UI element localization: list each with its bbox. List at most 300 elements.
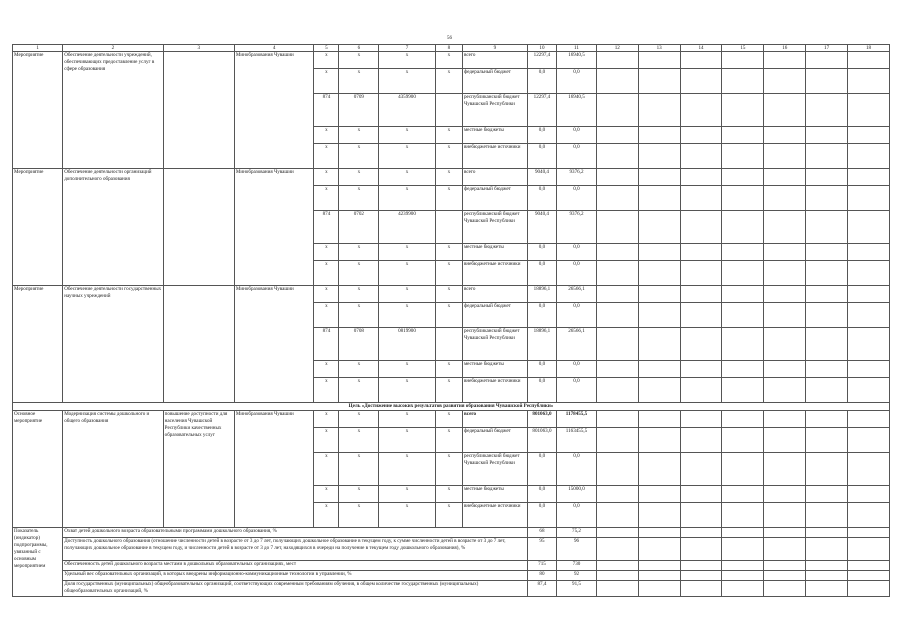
- cell-col-15: [722, 528, 764, 538]
- value-col-10: 18896,1: [527, 286, 556, 303]
- cell-col-18: [848, 244, 890, 261]
- code-target-article: х: [379, 144, 436, 169]
- code-section: х: [339, 378, 379, 403]
- funding-source: всего: [462, 169, 527, 186]
- cell-col-17: [806, 261, 848, 286]
- column-number: 9: [462, 45, 527, 52]
- code-target-article: х: [379, 52, 436, 69]
- cell-col-17: [806, 211, 848, 244]
- code-section: х: [339, 69, 379, 94]
- cell-col-12: [596, 169, 638, 186]
- funding-source: местные бюджеты: [462, 127, 527, 144]
- cell-col-16: [764, 411, 806, 428]
- code-target-article: х: [379, 169, 436, 186]
- value-col-10: 801063,0: [527, 411, 556, 428]
- cell-col-18: [848, 328, 890, 361]
- value-col-10: 9040,4: [527, 169, 556, 186]
- cell-col-16: [764, 428, 806, 453]
- cell-col-16: [764, 286, 806, 303]
- code-expense-group: х: [435, 186, 462, 211]
- value-col-10: 0,0: [527, 69, 556, 94]
- funding-row: [13, 411, 890, 428]
- cell-col-12: [596, 528, 638, 538]
- funding-row: [13, 52, 890, 69]
- cell-col-12: [596, 361, 638, 378]
- code-expense-group: х: [435, 411, 462, 428]
- code-target-article: х: [379, 69, 436, 94]
- value-col-10: 0,0: [527, 127, 556, 144]
- code-section: х: [339, 186, 379, 211]
- code-expense-group: х: [435, 52, 462, 69]
- cell-col-13: [638, 286, 680, 303]
- cell-col-15: [722, 453, 764, 486]
- code-section: х: [339, 486, 379, 503]
- code-section: х: [339, 361, 379, 378]
- cell-col-15: [722, 69, 764, 94]
- cell-col-12: [596, 328, 638, 361]
- cell-col-17: [806, 361, 848, 378]
- value-col-10: 0,0: [527, 261, 556, 286]
- value-col-11: 16940,5: [557, 52, 597, 69]
- value-col-11: 92: [557, 571, 597, 581]
- cell-col-12: [596, 303, 638, 328]
- column-number: 6: [339, 45, 379, 52]
- cell-col-15: [722, 127, 764, 144]
- block-executor: Минобразования Чувашии: [234, 286, 314, 403]
- cell-col-18: [848, 286, 890, 303]
- code-expense-group: х: [435, 144, 462, 169]
- code-expense-group: х: [435, 503, 462, 528]
- code-grbs: х: [314, 127, 339, 144]
- code-section: 0709: [339, 94, 379, 127]
- value-col-10: 0,0: [527, 503, 556, 528]
- cell-col-15: [722, 286, 764, 303]
- value-col-11: 15000,0: [557, 486, 597, 503]
- cell-col-16: [764, 528, 806, 538]
- code-target-article: х: [379, 378, 436, 403]
- cell-col-18: [848, 411, 890, 428]
- indicator-text: Охват детей дошкольного возраста образовательными программами дошкольного образования, %: [63, 528, 528, 538]
- block-executor: Минобразования Чувашии: [234, 52, 314, 169]
- cell-col-13: [638, 69, 680, 94]
- code-grbs: х: [314, 428, 339, 453]
- code-section: х: [339, 169, 379, 186]
- cell-col-12: [596, 186, 638, 211]
- cell-col-18: [848, 261, 890, 286]
- cell-col-16: [764, 486, 806, 503]
- cell-col-12: [596, 411, 638, 428]
- cell-col-18: [848, 581, 890, 597]
- value-col-11: 91,5: [557, 581, 597, 597]
- cell-col-15: [722, 571, 764, 581]
- cell-col-14: [680, 561, 722, 571]
- cell-col-15: [722, 244, 764, 261]
- cell-col-15: [722, 94, 764, 127]
- code-grbs: х: [314, 486, 339, 503]
- column-number: 5: [314, 45, 339, 52]
- value-col-10: 0,0: [527, 453, 556, 486]
- value-col-11: 96: [557, 538, 597, 561]
- funding-row: [13, 286, 890, 303]
- cell-col-13: [638, 538, 680, 561]
- value-col-10: 0,0: [527, 186, 556, 211]
- cell-col-14: [680, 144, 722, 169]
- indicator-row: [13, 528, 890, 538]
- cell-col-16: [764, 303, 806, 328]
- column-number: 14: [680, 45, 722, 52]
- code-section: х: [339, 453, 379, 486]
- cell-col-17: [806, 127, 848, 144]
- value-col-10: 0,0: [527, 303, 556, 328]
- value-col-10: 68: [527, 528, 556, 538]
- cell-col-16: [764, 244, 806, 261]
- value-col-11: 0,0: [557, 144, 597, 169]
- cell-col-17: [806, 411, 848, 428]
- code-grbs: х: [314, 69, 339, 94]
- cell-col-12: [596, 571, 638, 581]
- cell-col-15: [722, 503, 764, 528]
- cell-col-14: [680, 538, 722, 561]
- cell-col-12: [596, 428, 638, 453]
- code-grbs: х: [314, 378, 339, 403]
- cell-col-14: [680, 581, 722, 597]
- value-col-11: 26566,1: [557, 286, 597, 303]
- code-grbs: х: [314, 261, 339, 286]
- block-name: Модернизация системы дошкольного и общего образования: [63, 411, 163, 528]
- cell-col-18: [848, 378, 890, 403]
- cell-col-16: [764, 581, 806, 597]
- block-executor: Минобразования Чувашии: [234, 169, 314, 286]
- code-target-article: х: [379, 127, 436, 144]
- cell-col-16: [764, 361, 806, 378]
- column-number: 2: [63, 45, 163, 52]
- code-expense-group: х: [435, 428, 462, 453]
- value-col-10: 95: [527, 538, 556, 561]
- code-grbs: х: [314, 503, 339, 528]
- cell-col-18: [848, 169, 890, 186]
- cell-col-14: [680, 261, 722, 286]
- value-col-10: 0,0: [527, 361, 556, 378]
- cell-col-18: [848, 571, 890, 581]
- value-col-11: 0,0: [557, 69, 597, 94]
- cell-col-12: [596, 503, 638, 528]
- cell-col-14: [680, 186, 722, 211]
- code-expense-group: х: [435, 378, 462, 403]
- cell-col-12: [596, 52, 638, 69]
- block-type: Мероприятие: [13, 286, 63, 403]
- value-col-11: 16940,5: [557, 94, 597, 127]
- cell-col-15: [722, 328, 764, 361]
- cell-col-18: [848, 144, 890, 169]
- goal-title: Цель «Достижение высоких результатов развития образования Чувашской Республики»: [13, 403, 890, 411]
- cell-col-16: [764, 69, 806, 94]
- cell-col-18: [848, 361, 890, 378]
- cell-col-12: [596, 94, 638, 127]
- block-executor: Минобразования Чувашии: [234, 411, 314, 528]
- value-col-11: 0,0: [557, 453, 597, 486]
- cell-col-12: [596, 561, 638, 571]
- cell-col-13: [638, 428, 680, 453]
- code-section: х: [339, 52, 379, 69]
- cell-col-16: [764, 538, 806, 561]
- cell-col-17: [806, 69, 848, 94]
- cell-col-13: [638, 211, 680, 244]
- code-grbs: х: [314, 52, 339, 69]
- column-number-row: [13, 45, 890, 52]
- value-col-11: 0,0: [557, 186, 597, 211]
- cell-col-13: [638, 328, 680, 361]
- cell-col-16: [764, 261, 806, 286]
- code-grbs: х: [314, 286, 339, 303]
- cell-col-17: [806, 303, 848, 328]
- cell-col-16: [764, 52, 806, 69]
- indicator-row: [13, 561, 890, 571]
- cell-col-17: [806, 581, 848, 597]
- cell-col-14: [680, 303, 722, 328]
- goal-row: [13, 403, 890, 411]
- cell-col-13: [638, 571, 680, 581]
- funding-source: республиканский бюджет Чувашской Республики: [462, 328, 527, 361]
- code-expense-group: х: [435, 453, 462, 486]
- cell-col-12: [596, 261, 638, 286]
- code-grbs: х: [314, 411, 339, 428]
- cell-col-13: [638, 244, 680, 261]
- code-section: х: [339, 503, 379, 528]
- cell-col-18: [848, 561, 890, 571]
- code-section: х: [339, 428, 379, 453]
- cell-col-12: [596, 244, 638, 261]
- cell-col-18: [848, 428, 890, 453]
- cell-col-15: [722, 361, 764, 378]
- cell-col-18: [848, 486, 890, 503]
- cell-col-17: [806, 453, 848, 486]
- cell-col-13: [638, 411, 680, 428]
- cell-col-17: [806, 144, 848, 169]
- cell-col-14: [680, 211, 722, 244]
- cell-col-13: [638, 303, 680, 328]
- cell-col-13: [638, 361, 680, 378]
- block-name: Обеспечение деятельности государственных научных учреждений: [63, 286, 163, 403]
- cell-col-18: [848, 52, 890, 69]
- code-target-article: х: [379, 361, 436, 378]
- cell-col-16: [764, 186, 806, 211]
- code-target-article: х: [379, 411, 436, 428]
- cell-col-13: [638, 486, 680, 503]
- column-number: 11: [557, 45, 597, 52]
- cell-col-16: [764, 561, 806, 571]
- column-number: 13: [638, 45, 680, 52]
- cell-col-14: [680, 411, 722, 428]
- cell-col-14: [680, 328, 722, 361]
- cell-col-18: [848, 94, 890, 127]
- cell-col-14: [680, 528, 722, 538]
- cell-col-17: [806, 503, 848, 528]
- value-col-11: 0,0: [557, 127, 597, 144]
- block-task: [163, 286, 234, 403]
- code-target-article: х: [379, 303, 436, 328]
- code-expense-group: [435, 328, 462, 361]
- cell-col-16: [764, 571, 806, 581]
- cell-col-13: [638, 144, 680, 169]
- funding-source: всего: [462, 52, 527, 69]
- code-section: х: [339, 144, 379, 169]
- column-number: 15: [722, 45, 764, 52]
- code-grbs: х: [314, 303, 339, 328]
- value-col-10: 0,0: [527, 144, 556, 169]
- cell-col-15: [722, 303, 764, 328]
- cell-col-17: [806, 561, 848, 571]
- funding-source: всего: [462, 286, 527, 303]
- code-expense-group: х: [435, 361, 462, 378]
- indicator-row: [13, 538, 890, 561]
- funding-source: внебюджетные источники: [462, 261, 527, 286]
- code-section: х: [339, 286, 379, 303]
- cell-col-16: [764, 453, 806, 486]
- value-col-10: 18896,1: [527, 328, 556, 361]
- value-col-10: 801063,0: [527, 428, 556, 453]
- cell-col-14: [680, 361, 722, 378]
- cell-col-17: [806, 328, 848, 361]
- code-target-article: х: [379, 503, 436, 528]
- cell-col-14: [680, 127, 722, 144]
- cell-col-18: [848, 303, 890, 328]
- cell-col-16: [764, 211, 806, 244]
- column-number: 17: [806, 45, 848, 52]
- funding-source: республиканский бюджет Чувашской Республики: [462, 94, 527, 127]
- value-col-11: 730: [557, 561, 597, 571]
- cell-col-15: [722, 581, 764, 597]
- funding-source: республиканский бюджет Чувашской Республики: [462, 211, 527, 244]
- cell-col-14: [680, 94, 722, 127]
- code-expense-group: х: [435, 169, 462, 186]
- value-col-10: 0,0: [527, 378, 556, 403]
- funding-source: внебюджетные источники: [462, 503, 527, 528]
- cell-col-13: [638, 561, 680, 571]
- cell-col-18: [848, 453, 890, 486]
- block-task: повышение доступности для населения Чувашской Республики качественных образовательных услуг: [163, 411, 234, 528]
- cell-col-14: [680, 571, 722, 581]
- cell-col-13: [638, 581, 680, 597]
- cell-col-17: [806, 244, 848, 261]
- code-target-article: х: [379, 261, 436, 286]
- cell-col-15: [722, 211, 764, 244]
- cell-col-13: [638, 186, 680, 211]
- cell-col-14: [680, 428, 722, 453]
- cell-col-13: [638, 52, 680, 69]
- cell-col-18: [848, 211, 890, 244]
- block-task: [163, 52, 234, 169]
- funding-source: местные бюджеты: [462, 361, 527, 378]
- code-section: х: [339, 303, 379, 328]
- column-number: 4: [234, 45, 314, 52]
- cell-col-17: [806, 94, 848, 127]
- funding-source: федеральный бюджет: [462, 186, 527, 211]
- cell-col-12: [596, 453, 638, 486]
- code-grbs: х: [314, 186, 339, 211]
- cell-col-14: [680, 52, 722, 69]
- cell-col-16: [764, 127, 806, 144]
- cell-col-14: [680, 378, 722, 403]
- cell-col-18: [848, 69, 890, 94]
- funding-source: местные бюджеты: [462, 244, 527, 261]
- code-expense-group: х: [435, 486, 462, 503]
- indicator-text: Удельный вес образовательных организаций, в которых внедрены информационно-коммуникационные технологии в управлении, %: [63, 571, 528, 581]
- value-col-11: 0,0: [557, 361, 597, 378]
- value-col-10: 87,4: [527, 581, 556, 597]
- code-grbs: х: [314, 169, 339, 186]
- cell-col-18: [848, 186, 890, 211]
- cell-col-13: [638, 94, 680, 127]
- funding-source: федеральный бюджет: [462, 428, 527, 453]
- cell-col-17: [806, 378, 848, 403]
- value-col-10: 80: [527, 571, 556, 581]
- funding-source: всего: [462, 411, 527, 428]
- value-col-11: 1178455,5: [557, 411, 597, 428]
- code-target-article: х: [379, 186, 436, 211]
- cell-col-17: [806, 528, 848, 538]
- code-grbs: 874: [314, 94, 339, 127]
- cell-col-15: [722, 486, 764, 503]
- funding-source: внебюджетные источники: [462, 144, 527, 169]
- indicator-text: Доступность дошкольного образования (отношение численности детей в возрасте от 3 до 7 лет, получающих дошкольное образование в текущем году, к сумме численности детей в возрасте от 3 до 7 лет, получающих дошкольное образование в текущем году, и численности детей в возрасте от 3 до 7 лет, находящихся в очереди на получение в текущем году дошкольного образования), %: [63, 538, 528, 561]
- block-type: Мероприятие: [13, 169, 63, 286]
- cell-col-15: [722, 378, 764, 403]
- code-expense-group: х: [435, 286, 462, 303]
- code-target-article: х: [379, 286, 436, 303]
- cell-col-12: [596, 69, 638, 94]
- value-col-10: 0,0: [527, 244, 556, 261]
- value-col-11: 0,0: [557, 244, 597, 261]
- column-number: 7: [379, 45, 436, 52]
- funding-source: федеральный бюджет: [462, 303, 527, 328]
- cell-col-15: [722, 411, 764, 428]
- column-number: 3: [163, 45, 234, 52]
- cell-col-17: [806, 186, 848, 211]
- cell-col-16: [764, 328, 806, 361]
- cell-col-13: [638, 127, 680, 144]
- code-section: х: [339, 261, 379, 286]
- cell-col-18: [848, 503, 890, 528]
- column-number: 10: [527, 45, 556, 52]
- code-target-article: х: [379, 453, 436, 486]
- cell-col-15: [722, 428, 764, 453]
- cell-col-13: [638, 378, 680, 403]
- cell-col-15: [722, 561, 764, 571]
- cell-col-12: [596, 211, 638, 244]
- funding-source: внебюджетные источники: [462, 378, 527, 403]
- value-col-10: 715: [527, 561, 556, 571]
- cell-col-17: [806, 538, 848, 561]
- cell-col-18: [848, 538, 890, 561]
- column-number: 8: [435, 45, 462, 52]
- code-expense-group: х: [435, 303, 462, 328]
- code-grbs: 874: [314, 328, 339, 361]
- cell-col-13: [638, 261, 680, 286]
- cell-col-16: [764, 503, 806, 528]
- block-name: Обеспечение деятельности учреждений, обеспечивающих предоставление услуг в сфере образования: [63, 52, 163, 169]
- cell-col-14: [680, 286, 722, 303]
- cell-col-15: [722, 538, 764, 561]
- value-col-11: 1163455,5: [557, 428, 597, 453]
- cell-col-17: [806, 571, 848, 581]
- code-expense-group: х: [435, 69, 462, 94]
- cell-col-17: [806, 52, 848, 69]
- code-section: х: [339, 127, 379, 144]
- code-section: 0702: [339, 211, 379, 244]
- cell-col-14: [680, 486, 722, 503]
- cell-col-12: [596, 486, 638, 503]
- cell-col-12: [596, 127, 638, 144]
